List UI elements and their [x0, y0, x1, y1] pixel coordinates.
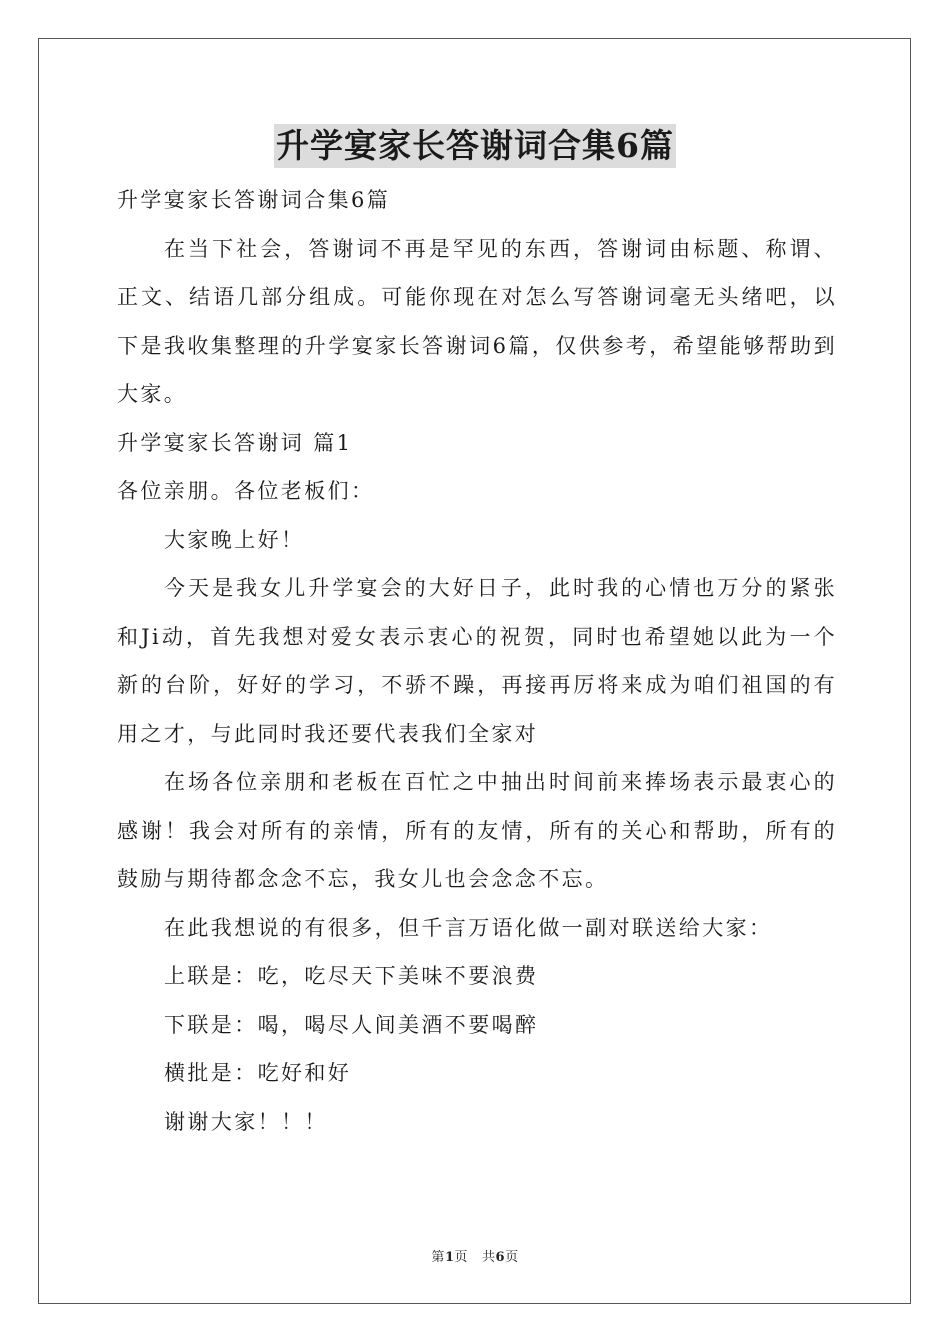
section-heading: 升学宴家长答谢词 篇1	[117, 430, 353, 455]
couplet-upper: 上联是：吃，吃尽天下美味不要浪费	[164, 964, 539, 988]
document-subtitle: 升学宴家长答谢词合集6篇	[117, 188, 391, 212]
salutation: 各位亲朋。各位老板们：	[117, 479, 375, 503]
body-paragraph-3: 在此我想说的有很多，但千言万语化做一副对联送给大家：	[164, 915, 773, 940]
page-footer	[0, 1246, 950, 1265]
document-body	[117, 176, 837, 1146]
body-paragraph-1: 今天是我女儿升学宴会的大好日子，此时我的心情也万分的紧张和Ji动，首先我想对爱女表示衷心的祝贺，同时也希望她以此为一个新的台阶，好好的学习，不骄不躁，再接再厉将来成为咱们祖国的有用之才，与此同时我还要代表我们全家对	[117, 576, 837, 746]
intro-paragraph: 在当下社会，答谢词不再是罕见的东西，答谢词由标题、称谓、正文、结语几部分组成。可能你现在对怎么写答谢词毫无头绪吧，以下是我收集整理的升学宴家长答谢词6篇，仅供参考，希望能够帮助到大家。	[117, 236, 837, 406]
page-prefix: 第	[431, 1250, 445, 1265]
closing-line: 谢谢大家！！！	[164, 1109, 328, 1134]
total-prefix: 共	[482, 1250, 496, 1265]
page-suffix: 页	[454, 1250, 468, 1265]
title-container	[0, 124, 950, 168]
page-number: 1	[444, 1250, 455, 1265]
body-paragraph-2: 在场各位亲朋和老板在百忙之中抽出时间前来捧场表示最衷心的感谢！我会对所有的亲情，所有的友情，所有的关心和帮助，所有的鼓励与期待都念念不忘，我女儿也会念念不忘。	[117, 770, 837, 891]
greeting: 大家晚上好！	[164, 527, 305, 552]
total-suffix: 页	[505, 1250, 519, 1265]
couplet-horizontal: 横批是：吃好和好	[164, 1061, 352, 1085]
couplet-lower: 下联是：喝，喝尽人间美酒不要喝醉	[164, 1012, 539, 1037]
total-pages: 6	[495, 1250, 506, 1265]
document-title: 升学宴家长答谢词合集6篇	[274, 124, 676, 168]
